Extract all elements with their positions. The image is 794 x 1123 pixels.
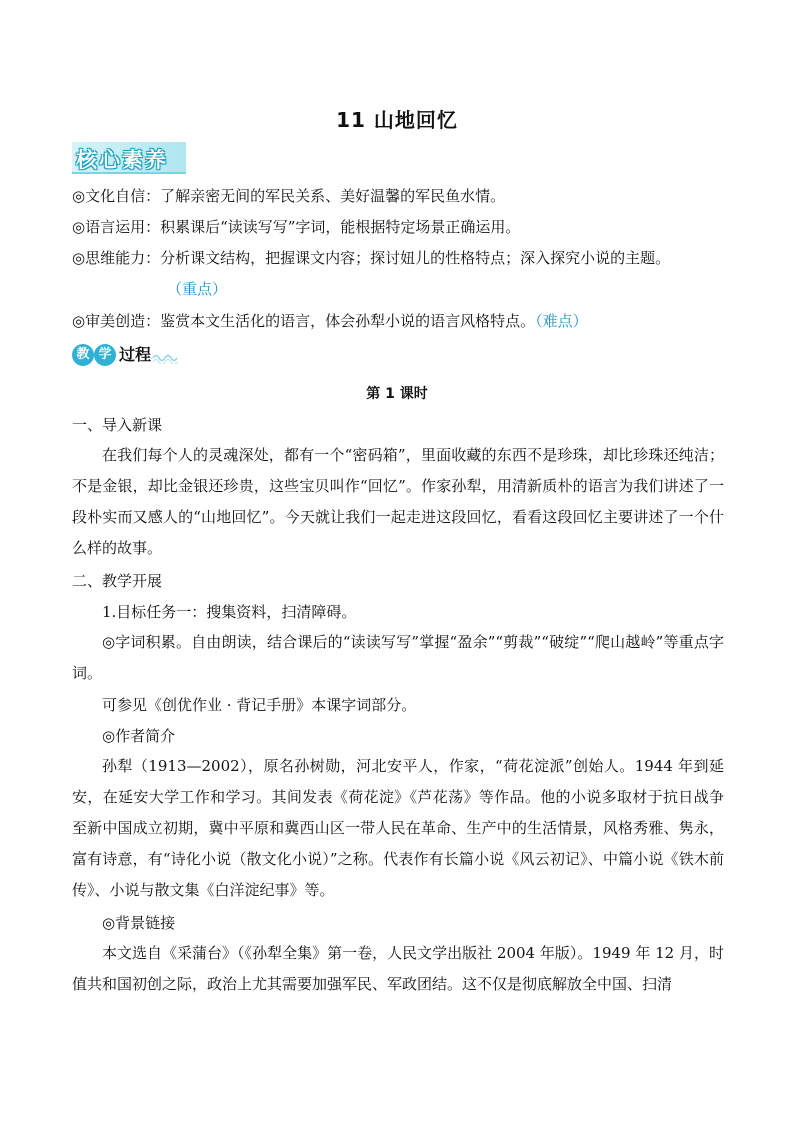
goal-aesthetic (72, 311, 588, 331)
teaching-process-label: 过程 (119, 345, 152, 364)
background-paragraph: 本文选自《采蒲台》（《孙犁全集》第一卷，人民文学出版社 2004 年版）。1949 年 12 月，时值共和国初创之际，政治上尤其需要加强军民、军政团结。这不仅是彻底解放全中国、扫清 (72, 944, 724, 993)
section-heading-teaching: 二、教学开展 (72, 572, 163, 590)
goal-language-text: ◎语言运用：积累课后“读读写写”字词，能根据特定场景正确运用。 (72, 218, 521, 236)
goal-culture-text: ◎文化自信：了解亲密无间的军民关系、美好温馨的军民鱼水情。 (72, 187, 506, 205)
background-heading: ◎背景链接 (102, 914, 176, 932)
wave-decoration-icon (152, 352, 180, 364)
author-heading: ◎作者简介 (102, 727, 176, 745)
section-heading-intro: 一、导入新课 (72, 416, 163, 434)
goal-aesthetic-difficulty-tag: （难点） (535, 312, 588, 330)
core-literacy-label: 核心素养 (76, 148, 168, 172)
reference-line: 可参见《创优作业 · 背记手册》本课字词部分。 (102, 696, 417, 714)
author-paragraph: 孙犁（1913—2002），原名孙树勋，河北安平人，作家，“荷花淀派”创始人。1944 年到延安，在延安大学工作和学习。其间发表《荷花淀》《芦花荡》等作品。他的小说多取材于抗日战争至新中国成立初期，冀中平原和冀西山区一带人民在革命、生产中的生活情景，风格秀雅、隽永，富有诗意，有“诗化小说（散文化小说）”之称。代表作有长篇小说《风云初记》、中篇小说《铁木前传》、小说与散文集《白洋淀纪事》等。 (72, 757, 724, 899)
goal-thinking (72, 248, 670, 268)
page-title: 11 山地回忆 (336, 108, 458, 132)
goal-thinking-text: ◎思维能力：分析课文结构，把握课文内容；探讨妞儿的性格特点；深入探究小说的主题。 (72, 249, 671, 267)
vocabulary-paragraph: ◎字词积累。自由朗读，结合课后的“读读写写”掌握“盈余”“剪裁”“破绽”“爬山越岭”等重点字词。 (72, 633, 724, 682)
intro-paragraph: 在我们每个人的灵魂深处，都有一个“密码箱”，里面收藏的东西不是珍珠，却比珍珠还纯洁；不是金银，却比金银还珍贵，这些宝贝叫作“回忆”。作家孙犁，用清新质朴的语言为我们讲述了一段朴实而又感人的“山地回忆”。今天就让我们一起走进这段回忆，看看这段回忆主要讲述了一个什么样的故事。 (72, 446, 724, 557)
teaching-circle-1: 教 (72, 344, 94, 366)
goal-language (72, 217, 520, 237)
goal-culture (72, 186, 505, 206)
goal-aesthetic-text: ◎审美创造：鉴赏本文生活化的语言，体会孙犁小说的语言风格特点。 (72, 312, 536, 330)
task-one: 1.目标任务一：搜集资料，扫清障碍。 (102, 603, 357, 621)
lesson-label: 第 1 课时 (366, 386, 428, 402)
teaching-circle-2: 学 (94, 344, 116, 366)
goal-thinking-key-tag: （重点） (167, 280, 228, 298)
core-literacy-badge (72, 142, 186, 174)
